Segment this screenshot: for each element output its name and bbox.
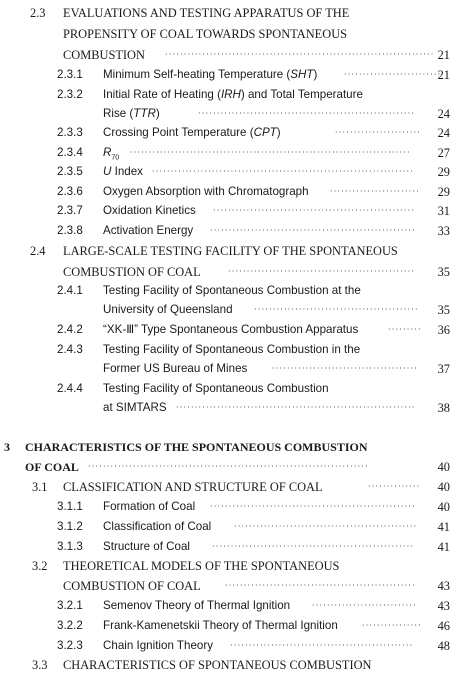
leader-dots: ·························································· bbox=[198, 109, 416, 118]
chapter-title: CHARACTERISTICS OF THE SPONTANEOUS COMBUSTION bbox=[25, 440, 368, 454]
toc-entry-2-3-3[interactable] bbox=[0, 123, 450, 143]
entry-title: Oxygen Absorption with Chromatograph bbox=[103, 185, 309, 198]
page-number: 46 bbox=[437, 619, 450, 633]
toc-entry-2-3-5[interactable] bbox=[0, 162, 450, 182]
entry-title: Oxidation Kinetics bbox=[103, 204, 196, 217]
entry-number: 2.4.1 bbox=[57, 284, 83, 297]
entry-title: Minimum Self-heating Temperature (SHT) bbox=[103, 68, 318, 81]
leader-dots: ················································· bbox=[230, 641, 414, 650]
section-title-cont: PROPENSITY OF COAL TOWARDS SPONTANEOUS bbox=[63, 27, 348, 41]
toc-section-2-3-line1[interactable] bbox=[0, 3, 445, 23]
chapter-number: 3 bbox=[4, 440, 10, 454]
section-number: 3.2 bbox=[32, 559, 48, 573]
entry-number: 2.3.3 bbox=[57, 126, 83, 139]
entry-title: Crossing Point Temperature (CPT) bbox=[103, 126, 281, 139]
entry-number: 2.3.7 bbox=[57, 204, 83, 217]
leader-dots: ······················· bbox=[335, 128, 422, 137]
leader-dots: ······················································ bbox=[213, 206, 416, 215]
section-number: 2.4 bbox=[30, 244, 46, 258]
page-number: 37 bbox=[437, 362, 450, 376]
toc-entry-2-4-4-line2[interactable] bbox=[0, 398, 450, 418]
entry-number: 2.4.3 bbox=[57, 343, 83, 356]
page-number: 24 bbox=[437, 107, 450, 121]
page-number: 36 bbox=[437, 323, 450, 337]
page-number: 35 bbox=[437, 265, 450, 279]
entry-title: Testing Facility of Spontaneous Combustion at the bbox=[103, 284, 361, 297]
toc-section-2-3-line3[interactable] bbox=[0, 45, 450, 65]
section-number: 2.3 bbox=[30, 6, 46, 20]
toc-entry-2-4-1-line2[interactable] bbox=[0, 300, 450, 320]
leader-dots: ················································· bbox=[234, 522, 418, 531]
toc-entry-2-4-3-line2[interactable] bbox=[0, 359, 450, 379]
page-number: 29 bbox=[437, 185, 450, 199]
chapter-title-cont: OF COAL bbox=[25, 460, 79, 474]
leader-dots: ································································ bbox=[176, 403, 416, 412]
page-number: 43 bbox=[437, 599, 450, 613]
toc-section-2-4-line2[interactable] bbox=[0, 262, 450, 282]
toc-entry-3-2-1[interactable] bbox=[0, 596, 450, 616]
page-number: 40 bbox=[437, 460, 450, 474]
toc-entry-2-3-2-line1[interactable] bbox=[0, 85, 450, 105]
entry-title: Activation Energy bbox=[103, 224, 194, 237]
toc-entry-2-4-4-line1[interactable] bbox=[0, 379, 450, 399]
entry-title: $R_{70}$ bbox=[103, 146, 120, 162]
page-number: 21 bbox=[437, 68, 450, 82]
page-number: 35 bbox=[437, 303, 450, 317]
toc-section-2-4-line1[interactable] bbox=[0, 241, 450, 261]
leader-dots: ······················································ bbox=[212, 542, 415, 551]
toc-entry-2-3-4[interactable] bbox=[0, 143, 450, 163]
page-number: 41 bbox=[437, 540, 450, 554]
entry-title: Classification of Coal bbox=[103, 520, 212, 533]
page-number: 41 bbox=[437, 520, 450, 534]
entry-title: Formation of Coal bbox=[103, 500, 196, 513]
entry-number: 2.3.6 bbox=[57, 185, 83, 198]
section-number: 3.3 bbox=[32, 658, 48, 672]
page-number: 31 bbox=[437, 204, 450, 218]
entry-title-cont: Former US Bureau of Mines bbox=[103, 362, 248, 375]
leader-dots: ··········································································· bbox=[88, 462, 369, 471]
page-number: 48 bbox=[437, 639, 450, 653]
entry-number: 3.2.1 bbox=[57, 599, 83, 612]
entry-number: 3.1.3 bbox=[57, 540, 83, 553]
entry-title: Testing Facility of Spontaneous Combustion in the bbox=[103, 343, 361, 356]
entry-title: Semenov Theory of Thermal Ignition bbox=[103, 599, 291, 612]
toc-entry-2-3-8[interactable] bbox=[0, 221, 450, 241]
section-title-cont: COMBUSTION OF COAL bbox=[63, 265, 201, 279]
toc-section-3-3[interactable] bbox=[0, 655, 450, 675]
page-number: 24 bbox=[437, 126, 450, 140]
toc-entry-2-3-6[interactable] bbox=[0, 182, 450, 202]
toc-chapter-3-line1[interactable] bbox=[0, 437, 450, 457]
page-number: 38 bbox=[437, 401, 450, 415]
entry-number: 2.3.2 bbox=[57, 88, 83, 101]
toc-entry-2-3-2-line2[interactable] bbox=[0, 104, 450, 124]
leader-dots: ······································· bbox=[272, 364, 418, 373]
leader-dots: ········· bbox=[388, 325, 422, 334]
section-title: LARGE-SCALE TESTING FACILITY OF THE SPONTANEOUS bbox=[63, 244, 398, 258]
entry-title: Initial Rate of Heating (IRH) and Total Temperature bbox=[103, 88, 363, 101]
entry-title-cont: University of Queensland bbox=[103, 303, 233, 316]
entry-number: 3.2.3 bbox=[57, 639, 83, 652]
entry-title: Chain Ignition Theory bbox=[103, 639, 213, 652]
leader-dots: ··········································································· bbox=[130, 148, 411, 157]
leader-dots: ························ bbox=[330, 187, 420, 196]
entry-number: 2.4.2 bbox=[57, 323, 83, 336]
entry-title: Structure of Coal bbox=[103, 540, 190, 553]
toc-entry-3-1-2[interactable] bbox=[0, 517, 450, 537]
section-title: CLASSIFICATION AND STRUCTURE OF COAL bbox=[63, 480, 323, 494]
section-title: EVALUATIONS AND TESTING APPARATUS OF THE bbox=[63, 6, 350, 20]
entry-number: 3.1.2 bbox=[57, 520, 83, 533]
entry-title-cont: Rise (TTR) bbox=[103, 107, 160, 120]
toc-entry-2-4-3-line1[interactable] bbox=[0, 340, 450, 360]
entry-number: 3.2.2 bbox=[57, 619, 83, 632]
entry-title: U Index bbox=[103, 165, 143, 178]
leader-dots: ········································································ bbox=[165, 50, 435, 59]
toc-entry-3-2-3[interactable] bbox=[0, 636, 450, 656]
toc-chapter-3-line2[interactable] bbox=[0, 457, 450, 477]
section-title-cont: COMBUSTION bbox=[63, 48, 145, 62]
page-number: 40 bbox=[437, 480, 450, 494]
toc-entry-2-3-1[interactable] bbox=[0, 65, 450, 85]
section-title: CHARACTERISTICS OF SPONTANEOUS COMBUSTION bbox=[63, 658, 372, 672]
leader-dots: ······················································· bbox=[210, 226, 416, 235]
section-title-cont: COMBUSTION OF COAL bbox=[63, 579, 201, 593]
page-number: 33 bbox=[437, 224, 450, 238]
toc-entry-2-4-1-line1[interactable] bbox=[0, 281, 450, 301]
entry-number: 3.1.1 bbox=[57, 500, 83, 513]
entry-number: 2.3.4 bbox=[57, 146, 83, 159]
entry-title: Testing Facility of Spontaneous Combustion bbox=[103, 382, 329, 395]
leader-dots: ······················································· bbox=[210, 502, 416, 511]
leader-dots: ··················································· bbox=[225, 581, 416, 590]
section-title: THEORETICAL MODELS OF THE SPONTANEOUS bbox=[63, 559, 340, 573]
toc-section-3-2-line2[interactable] bbox=[0, 576, 450, 596]
entry-title: Frank-Kamenetskii Theory of Thermal Ignition bbox=[103, 619, 338, 632]
page-number: 27 bbox=[437, 146, 450, 160]
toc-entry-3-2-2[interactable] bbox=[0, 616, 450, 636]
page-number: 43 bbox=[437, 579, 450, 593]
leader-dots: ···························· bbox=[312, 601, 417, 610]
toc-section-3-2-line1[interactable] bbox=[0, 556, 450, 576]
entry-title: “XK-Ⅲ” Type Spontaneous Combustion Apparatus bbox=[103, 323, 359, 336]
page-number: 40 bbox=[437, 500, 450, 514]
toc-entry-3-1-1[interactable] bbox=[0, 497, 450, 517]
leader-dots: ······································································ bbox=[152, 167, 415, 176]
page-number: 29 bbox=[437, 165, 450, 179]
toc-entry-2-3-7[interactable] bbox=[0, 201, 450, 221]
entry-number: 2.3.8 bbox=[57, 224, 83, 237]
toc-section-2-3-line2 bbox=[0, 24, 445, 44]
toc-entry-3-1-3[interactable] bbox=[0, 537, 450, 557]
leader-dots: ·············· bbox=[368, 482, 421, 491]
entry-title-cont: at SIMTARS bbox=[103, 401, 167, 414]
leader-dots: ·························· bbox=[344, 70, 442, 79]
leader-dots: ·················································· bbox=[228, 267, 416, 276]
leader-dots: ············································ bbox=[254, 305, 419, 314]
leader-dots: ················ bbox=[362, 621, 422, 630]
entry-number: 2.3.5 bbox=[57, 165, 83, 178]
entry-number: 2.4.4 bbox=[57, 382, 83, 395]
toc-section-3-1[interactable] bbox=[0, 477, 450, 497]
section-number: 3.1 bbox=[32, 480, 48, 494]
entry-number: 2.3.1 bbox=[57, 68, 83, 81]
toc-entry-2-4-2[interactable] bbox=[0, 320, 450, 340]
page-number: 21 bbox=[437, 48, 450, 62]
